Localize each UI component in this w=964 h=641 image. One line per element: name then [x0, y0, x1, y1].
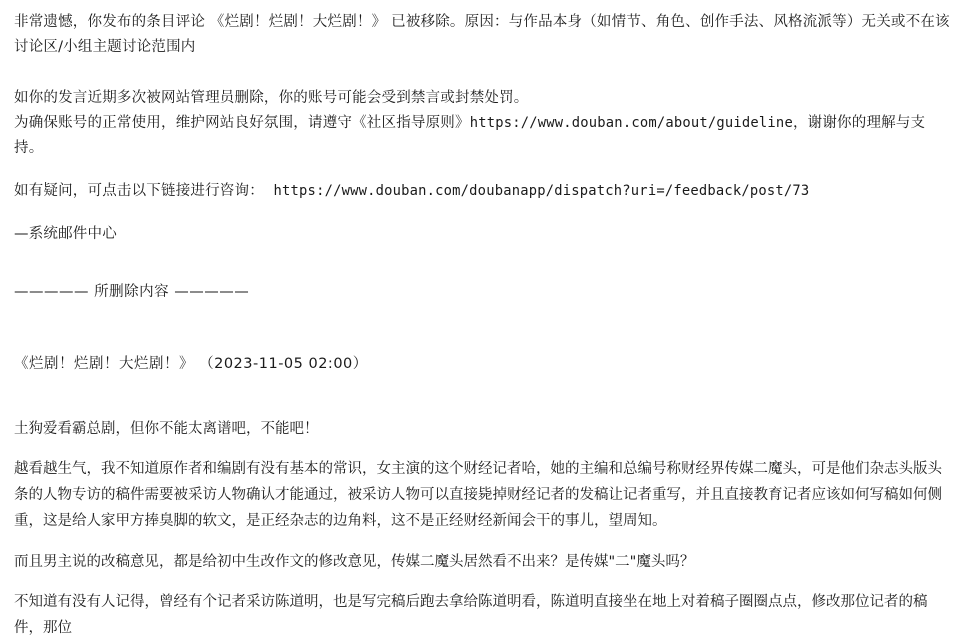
feedback-link[interactable]: https://www.douban.com/doubanapp/dispatch?uri=/feedback/post/73 — [273, 183, 810, 199]
removed-title-line: 《烂剧！烂剧！大烂剧！》 （2023-11-05 02:00） — [14, 355, 368, 372]
warning-line-2-suffix: ，谢谢你的理解与支持。 — [14, 115, 926, 156]
removal-notice-paragraph: 非常遗憾，你发布的条目评论 《烂剧！烂剧！大烂剧！》 已被移除。原因：与作品本身（如情节、角色、创作手法、风格流派等）无关或不在该讨论区/小组主题讨论范围内 — [14, 14, 950, 55]
question-line — [14, 179, 950, 204]
removed-body-paragraph: 而且男主说的改稿意见，都是给初中生改作文的修改意见，传媒二魔头居然看不出来？是传媒"二"魔头吗？ — [14, 553, 695, 570]
spacer — [14, 391, 950, 401]
question-prefix: 如有疑问，可点击以下链接进行咨询： — [14, 183, 264, 199]
guideline-link[interactable]: https://www.douban.com/about/guideline — [469, 115, 793, 131]
spacer — [14, 319, 950, 337]
removed-body-paragraph: 土狗爱看霸总剧，但你不能太离谱吧，不能吧！ — [14, 420, 319, 437]
signature: —系统邮件中心 — [14, 226, 117, 242]
spacer — [14, 247, 950, 265]
warning-block — [14, 86, 950, 161]
spacer — [14, 60, 950, 86]
spacer — [14, 161, 950, 179]
removed-body-paragraph: 不知道有没有人记得，曾经有个记者采访陈道明，也是写完稿后跑去拿给陈道明看，陈道明直接坐在地上对着稿子圈圈点点，修改那位记者的稿件，那位 — [14, 594, 928, 636]
removed-body-paragraph: 越看越生气，我不知道原作者和编剧有没有基本的常识，女主演的这个财经记者哈，她的主编和总编号称财经界传媒二魔头，可是他们杂志头版头条的人物专访的稿件需要被采访人物确认才能通过，被采访人物可以直接毙掉财经记者的发稿让记者重写，并且直接教育记者应该如何写稿如何侧重，这是给人家甲方捧臭脚的软文，是正经杂志的边角料，这不是正经财经新闻会干的事儿，望周知。 — [14, 461, 942, 529]
warning-line-1: 如你的发言近期多次被网站管理员删除，你的账号可能会受到禁言或封禁处罚。 — [14, 90, 529, 106]
warning-line-2-prefix: 为确保账号的正常使用，维护网站良好氛围，请遵守《社区指导原则》 — [14, 115, 470, 131]
warning-line-2 — [14, 111, 950, 161]
removed-content-divider: ————— 所删除内容 ————— — [14, 283, 250, 300]
spacer — [14, 204, 950, 222]
